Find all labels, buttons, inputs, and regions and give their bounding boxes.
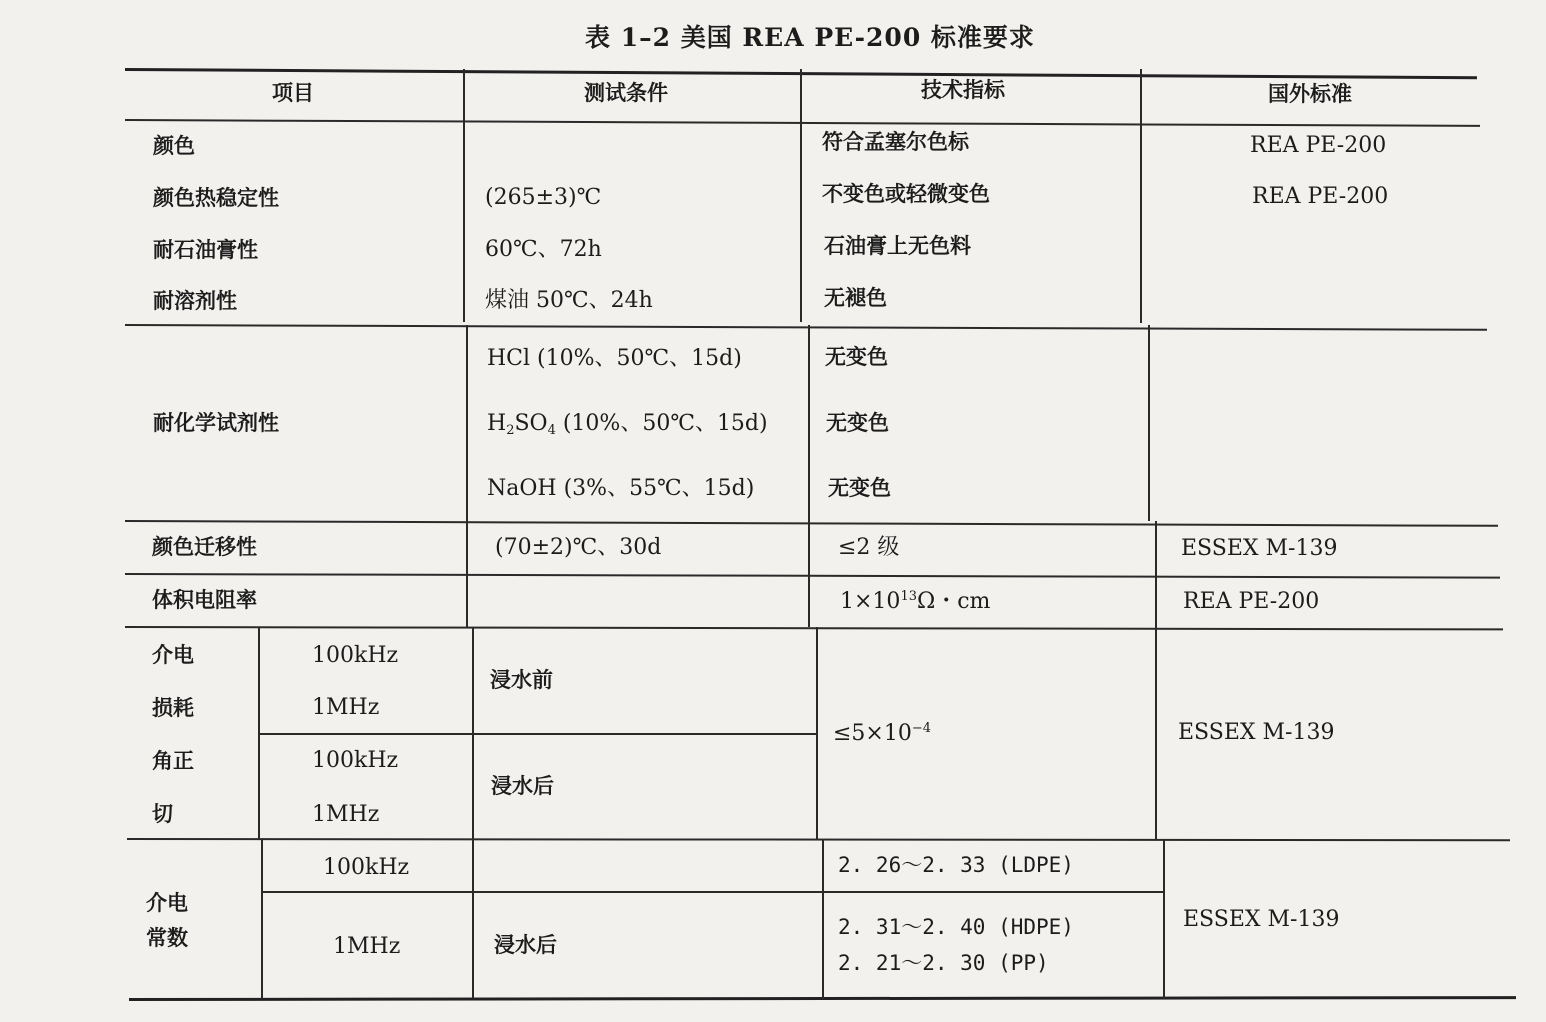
permittivity-mid-rule <box>262 891 1164 893</box>
h2so4-so: SO <box>514 411 548 436</box>
col-divider-1b <box>466 325 468 627</box>
spec-resistivity <box>840 591 990 613</box>
h2so4-h: H <box>487 411 507 436</box>
header-spec: 技术指标 <box>921 78 1005 102</box>
perm-freq-1mhz: 1MHz <box>333 934 401 959</box>
resistivity-unit: Ω・cm <box>916 589 991 614</box>
perm-spec-pp: 2. 21～2. 30 (PP) <box>838 951 1049 975</box>
item-loss-line2: 损耗 <box>152 696 194 720</box>
col-divider-2d <box>822 839 824 999</box>
col-divider-2 <box>800 69 802 322</box>
cond-petrolatum: 60℃、72h <box>485 237 602 262</box>
group1-bottom-rule <box>125 324 1487 331</box>
loss-cond-before: 浸水前 <box>490 668 553 692</box>
subcol-divider-loss <box>258 627 260 839</box>
col-divider-3d <box>1163 839 1165 999</box>
header-item: 项目 <box>272 81 314 105</box>
perm-spec-hdpe: 2. 31～2. 40 (HDPE) <box>838 915 1074 939</box>
item-chemical: 耐化学试剂性 <box>153 411 279 435</box>
std-loss: ESSEX M-139 <box>1178 720 1335 745</box>
col-divider-2b <box>808 325 810 627</box>
cond-chemical-hcl: HCl (10%、50℃、15d) <box>487 346 742 371</box>
spec-chemical-naoh: 无变色 <box>828 476 891 500</box>
loss-bottom-rule <box>127 838 1510 841</box>
perm-spec-ldpe: 2. 26～2. 33 (LDPE) <box>838 853 1074 877</box>
spec-chemical-h2so4: 无变色 <box>826 411 889 435</box>
item-perm-line1: 介电 <box>146 891 188 915</box>
col-divider-1 <box>463 69 465 322</box>
loss-freq-100khz-before: 100kHz <box>312 643 399 668</box>
col-divider-3b <box>1148 325 1150 521</box>
std-color: REA PE-200 <box>1250 133 1387 158</box>
header-bottom-rule <box>125 119 1480 127</box>
spec-loss <box>833 723 931 745</box>
header-condition: 测试条件 <box>584 81 668 105</box>
cond-thermal: (265±3)℃ <box>485 185 602 210</box>
cond-migration: (70±2)℃、30d <box>495 535 662 560</box>
item-perm-line2: 常数 <box>146 926 188 950</box>
col-divider-3c <box>1155 521 1157 839</box>
item-petrolatum: 耐石油膏性 <box>153 238 258 262</box>
h2so4-conditions: (10%、50℃、15d) <box>555 411 768 436</box>
item-loss-line1: 介电 <box>152 643 194 667</box>
cond-solvent: 煤油 50℃、24h <box>485 288 653 313</box>
h2so4-sub-2: 2 <box>506 423 515 438</box>
h2so4-sub-4: 4 <box>547 423 556 438</box>
col-divider-3 <box>1140 69 1142 323</box>
header-standard: 国外标准 <box>1268 82 1352 106</box>
spec-migration: ≤2 级 <box>838 535 900 560</box>
loss-freq-1mhz-after: 1MHz <box>312 802 380 827</box>
std-migration: ESSEX M-139 <box>1181 536 1338 561</box>
item-migration: 颜色迁移性 <box>152 535 257 559</box>
item-loss-line3: 角正 <box>152 749 194 773</box>
table-title: 表 1–2 美国 REA PE-200 标准要求 <box>585 23 1035 52</box>
item-solvent: 耐溶剂性 <box>153 289 237 313</box>
spec-color: 符合孟塞尔色标 <box>822 130 969 154</box>
spec-solvent: 无褪色 <box>824 286 887 310</box>
loss-cond-after: 浸水后 <box>491 774 554 798</box>
subcol-divider-perm <box>261 839 263 999</box>
col-divider-1c <box>472 627 474 999</box>
loss-exponent: −4 <box>911 721 932 736</box>
cond-chemical-naoh: NaOH (3%、55℃、15d) <box>487 476 755 501</box>
loss-freq-1mhz-before: 1MHz <box>312 695 380 720</box>
perm-cond-after: 浸水后 <box>494 933 557 957</box>
migration-bottom-rule <box>125 573 1500 579</box>
spec-petrolatum: 石油膏上无色料 <box>824 234 971 258</box>
loss-freq-100khz-after: 100kHz <box>312 748 399 773</box>
std-thermal: REA PE-200 <box>1252 184 1389 209</box>
std-resistivity: REA PE-200 <box>1183 589 1320 614</box>
spec-thermal: 不变色或轻微变色 <box>822 182 990 206</box>
item-thermal: 颜色热稳定性 <box>153 186 279 210</box>
cond-chemical-h2so4 <box>487 411 768 438</box>
resistivity-exponent: 13 <box>900 589 917 604</box>
spec-chemical-hcl: 无变色 <box>825 345 888 369</box>
col-divider-2c <box>816 627 818 839</box>
chemical-bottom-rule <box>125 520 1498 527</box>
perm-freq-100khz: 100kHz <box>323 855 410 880</box>
item-resistivity: 体积电阻率 <box>152 588 257 612</box>
loss-base: ≤5×10 <box>833 721 912 746</box>
item-color: 颜色 <box>153 134 195 158</box>
std-permittivity: ESSEX M-139 <box>1183 907 1340 932</box>
item-loss-line4: 切 <box>152 802 173 826</box>
resistivity-bottom-rule <box>125 626 1503 630</box>
loss-mid-rule <box>260 733 816 735</box>
resistivity-base: 1×10 <box>840 589 901 614</box>
